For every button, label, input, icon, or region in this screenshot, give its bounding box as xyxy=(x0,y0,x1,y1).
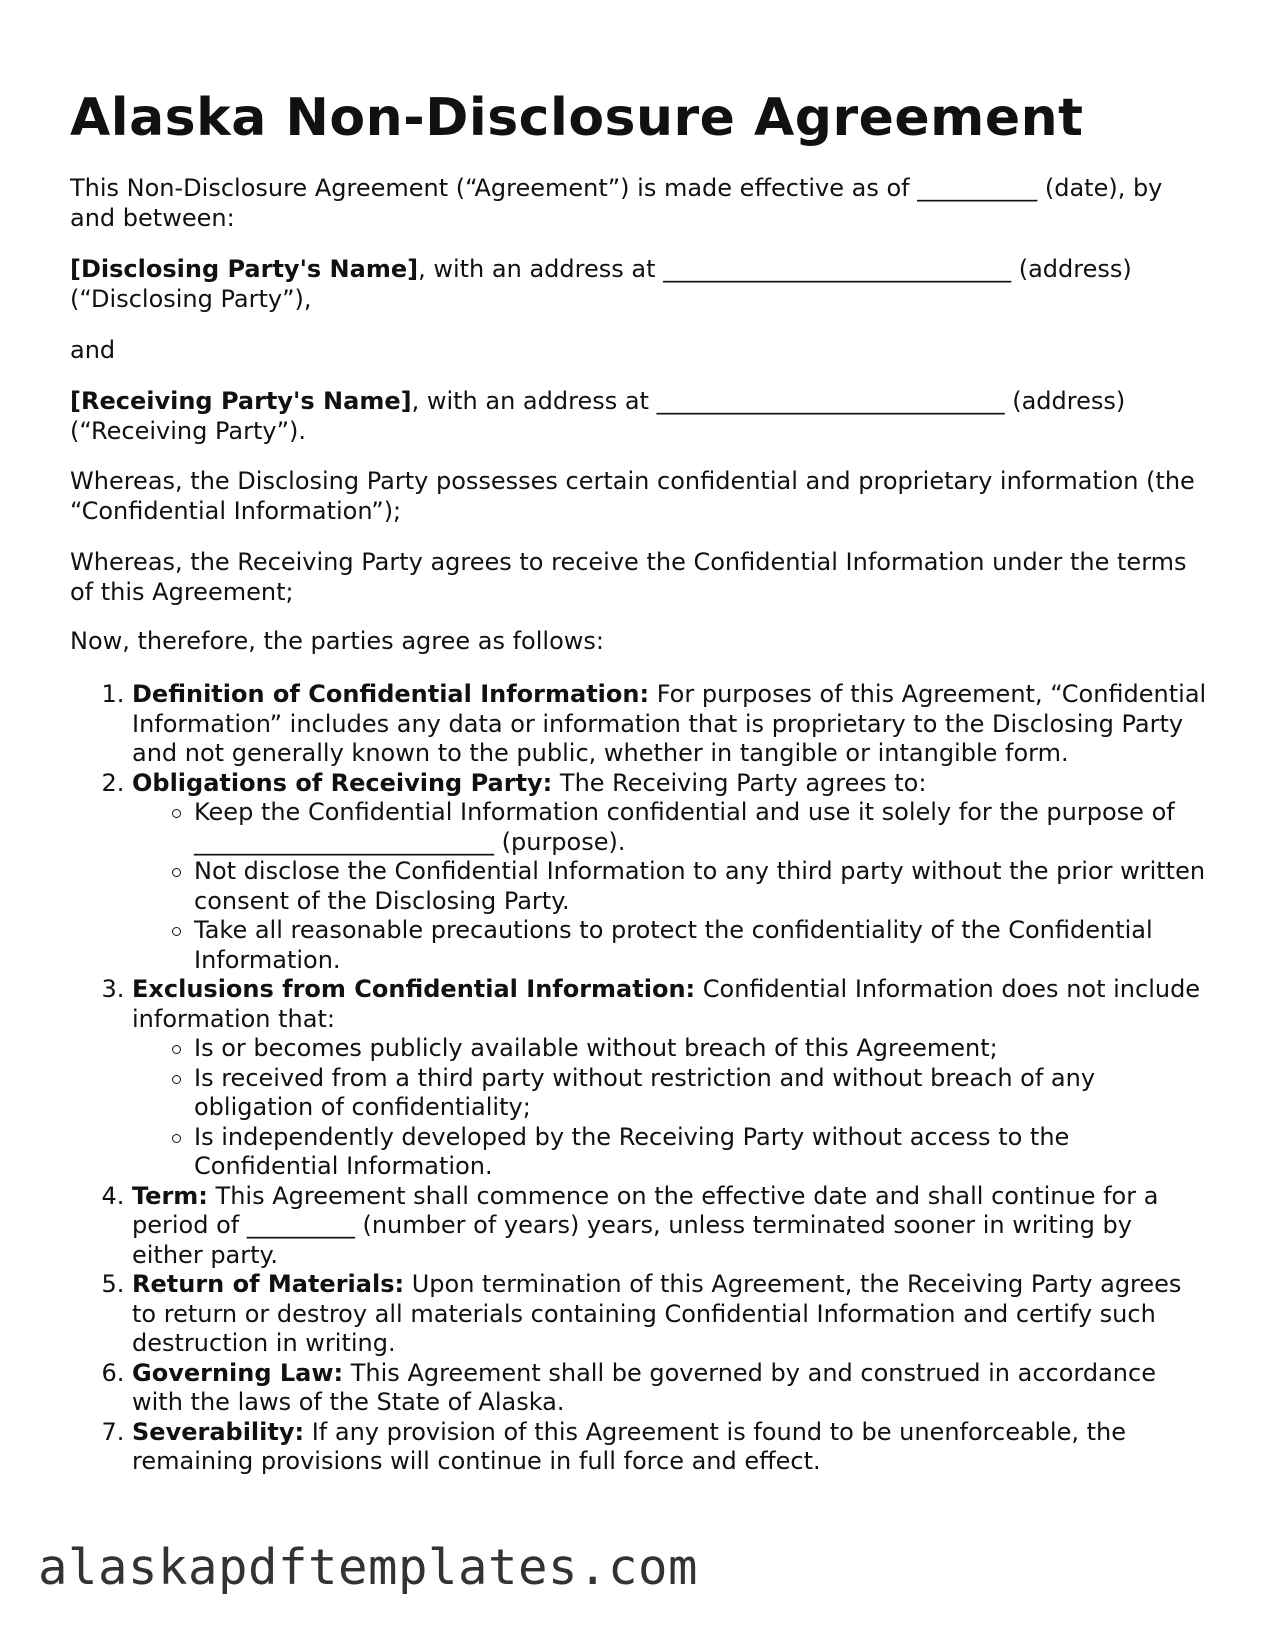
receiving-party-text: , with an address at _____________________________ (address) (“Receiving Party”). xyxy=(70,387,1126,445)
section-text: The Receiving Party agrees to: xyxy=(552,768,927,797)
whereas-text-2: Whereas, the Receiving Party agrees to receive the Confidential Information under the terms of this Agreement; xyxy=(70,548,1187,606)
section-text: Confidential Information does not include information that: xyxy=(132,975,1201,1033)
sub-item: Keep the Confidential Information confidential and use it solely for the purpose of _________________________ (purpose). xyxy=(194,798,1210,857)
disclosing-party-name: [Disclosing Party's Name] xyxy=(70,255,419,283)
now-therefore-paragraph xyxy=(70,627,1210,657)
intro-paragraph xyxy=(70,174,1210,233)
receiving-party-name: [Receiving Party's Name] xyxy=(70,387,412,415)
section-heading: Governing Law: xyxy=(132,1358,344,1387)
whereas-text-1: Whereas, the Disclosing Party possesses certain confidential and proprietary information (the “Confidential Information”); xyxy=(70,467,1195,525)
sub-item: Is received from a third party without restriction and without breach of any obligation of confidentiality; xyxy=(194,1064,1210,1123)
whereas-paragraph-1 xyxy=(70,467,1210,526)
section-text: This Agreement shall be governed by and construed in accordance with the laws of the State of Alaska. xyxy=(132,1358,1156,1416)
section-text: For purposes of this Agreement, “Confidential Information” includes any data or information that is proprietary to the Disclosing Party and not generally known to the public, whether in tangible or intangible form. xyxy=(132,680,1207,767)
receiving-party-paragraph xyxy=(70,387,1210,446)
sub-item: Not disclose the Confidential Information to any third party without the prior written consent of the Disclosing Party. xyxy=(194,857,1210,916)
section-heading: Exclusions from Confidential Information: xyxy=(132,975,696,1003)
sections-list xyxy=(70,680,1210,1477)
disclosing-party-paragraph xyxy=(70,255,1210,314)
section-heading: Return of Materials: xyxy=(132,1270,405,1298)
section-item xyxy=(132,1418,1210,1477)
section-text: If any provision of this Agreement is found to be unenforceable, the remaining provisions will continue in full force and effect. xyxy=(132,1417,1126,1475)
sub-list xyxy=(132,798,1210,975)
section-heading: Term: xyxy=(132,1181,208,1210)
intro-text: This Non-Disclosure Agreement (“Agreement”) is made effective as of __________ (date), by and between: xyxy=(70,174,1163,232)
now-therefore-text: Now, therefore, the parties agree as follows: xyxy=(70,627,604,655)
section-item xyxy=(132,975,1210,1182)
section-item xyxy=(132,1182,1210,1271)
section-heading: Obligations of Receiving Party: xyxy=(132,768,553,797)
section-item xyxy=(132,680,1210,769)
disclosing-party-text: , with an address at _____________________________ (address) (“Disclosing Party”), xyxy=(70,255,1132,313)
section-item xyxy=(132,1359,1210,1418)
sub-item: Is independently developed by the Receiving Party without access to the Confidential Information. xyxy=(194,1123,1210,1182)
sub-list xyxy=(132,1034,1210,1182)
and-paragraph xyxy=(70,336,1210,366)
sub-item: Take all reasonable precautions to protect the confidentiality of the Confidential Information. xyxy=(194,916,1210,975)
whereas-paragraph-2 xyxy=(70,548,1210,607)
sub-item: Is or becomes publicly available without breach of this Agreement; xyxy=(194,1034,1210,1064)
section-item xyxy=(132,1270,1210,1359)
section-text: Upon termination of this Agreement, the Receiving Party agrees to return or destroy all materials containing Confidential Information and certify such destruction in writing. xyxy=(132,1270,1182,1357)
section-heading: Definition of Confidential Information: xyxy=(132,680,650,708)
watermark: alaskapdftemplates.com xyxy=(38,1539,699,1596)
section-text: This Agreement shall commence on the effective date and shall continue for a period of _________ (number of years) years, unless terminated sooner in writing by either party. xyxy=(132,1181,1159,1269)
section-heading: Severability: xyxy=(132,1417,305,1446)
sections-container xyxy=(70,680,1210,1477)
document-title: Alaska Non-Disclosure Agreement xyxy=(70,88,1084,148)
and-text: and xyxy=(70,336,116,364)
section-item xyxy=(132,769,1210,976)
